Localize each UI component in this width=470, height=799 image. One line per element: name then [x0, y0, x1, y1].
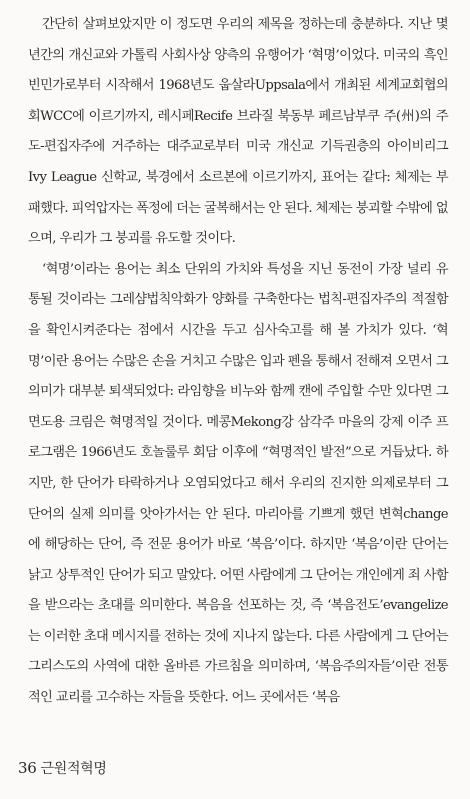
page-number: 36	[18, 759, 37, 777]
page-footer	[18, 758, 107, 778]
paragraph-2: ‘혁명’이라는 용어는 최소 단위의 가치와 특성을 지닌 동전이 가장 널리 유통될 것이라는 그레샴법칙악화가 양화를 구축한다는 법칙-편집자주의 적절함을 확인시켜준다는 점에서 시간을 두고 심사숙고를 해 볼 가치가 있다. ‘혁명’이란 용어는 수많은 손을 거치고 수많은 입과 펜을 통해서 전해져 오면서 그 의미가 대부분 퇴색되었다: 라임향을 비누와 함께 캔에 주입할 수만 있다면 그 면도용 크림은 혁명적일 것이다. 메콩Mekong강 삼각주 마을의 강제 이주 프로그램은 1966년도 호놀룰루 회담 이후에 “혁명적인 발전”으로 거듭났다. 하지만, 한 단어가 타락하거나 오염되었다고 해서 우리의 진지한 의제로부터 그 단어의 실제 의미를 앗아가서는 안 된다. 마리아를 기쁘게 했던 변혁change에 해당하는 단어, 즉 전문 용어가 바로 ‘복음’이다. 하지만 ‘복음’이란 단어는 낡고 상투적인 단어가 되고 말았다. 어떤 사람에게 그 단어는 개인에게 죄 사함을 받으라는 초대를 의미한다. 복음을 선포하는 것, 즉 ‘복음전도’evangelize는 이러한 초대 메시지를 전하는 것에 지나지 않는다. 다른 사람에게 그 단어는 그리스도의 사역에 대한 올바른 가르침을 의미하며, ‘복음주의자들’이란 전통적인 교리를 고수하는 자들을 뜻한다. 어느 곳에서든 ‘복음	[28, 261, 448, 706]
running-title: 근원적혁명	[40, 761, 107, 777]
paragraph-1: 간단히 살펴보았지만 이 정도면 우리의 제목을 정하는데 충분하다. 지난 몇 년간의 개신교와 가톨릭 사회사상 양측의 유행어가 ‘혁명’이었다. 미국의 흑인 빈민가로부터 시작해서 1968년도 웁살라Uppsala에서 개최된 세계교회협의회WCC에 이르기까지, 레시페Recife 브라질 북동부 페르남부쿠 주(州)의 주도-편집자주에 거주하는 대주교로부터 미국 개신교 기득권층의 아이비리그Ivy League 신학교, 북경에서 소르본에 이르기까지, 표어는 같다: 체제는 부패했다. 피억압자는 폭정에 더는 굴복해서는 안 된다. 체제는 붕괴할 수밖에 없으며, 우리가 그 붕괴를 유도할 것이다.	[28, 17, 448, 247]
body-text	[28, 10, 448, 714]
